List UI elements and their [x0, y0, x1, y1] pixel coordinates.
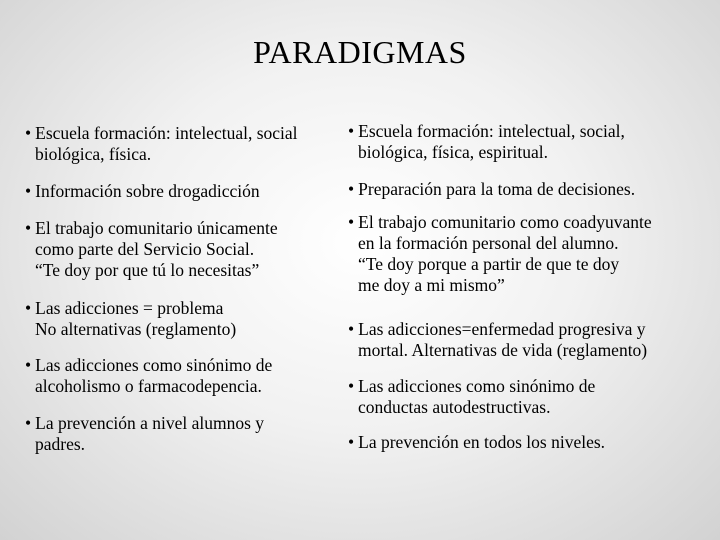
bullet-text: “Te doy porque a partir de que te doy	[358, 254, 620, 274]
bullet-icon: •	[348, 376, 355, 396]
right-bullet-item	[348, 212, 652, 296]
bullet-icon: •	[348, 319, 355, 339]
bullet-icon: •	[25, 181, 32, 201]
bullet-text: “Te doy por que tú lo necesitas”	[35, 260, 260, 280]
bullet-text-line	[25, 298, 236, 319]
bullet-text-line	[348, 376, 595, 397]
bullet-text-line	[25, 218, 278, 239]
bullet-text: La prevención a nivel alumnos y	[35, 413, 265, 433]
bullet-text: El trabajo comunitario como coadyuvante	[358, 212, 652, 232]
bullet-icon: •	[348, 121, 355, 141]
bullet-icon: •	[25, 413, 32, 433]
right-bullet-item	[348, 121, 625, 163]
bullet-icon: •	[25, 298, 32, 318]
bullet-text-line	[348, 319, 647, 340]
bullet-text-line	[348, 179, 635, 200]
bullet-icon: •	[25, 218, 32, 238]
bullet-text-line	[348, 121, 625, 142]
bullet-text: Escuela formación: intelectual, social,	[358, 121, 625, 141]
bullet-continuation-line	[348, 275, 652, 296]
bullet-text-line	[348, 432, 605, 453]
bullet-continuation-line	[25, 239, 278, 260]
bullet-text: Las adicciones como sinónimo de	[35, 355, 273, 375]
right-bullet-item	[348, 376, 595, 418]
bullet-text: Información sobre drogadicción	[35, 181, 260, 201]
bullet-text: me doy a mi mismo”	[358, 275, 505, 295]
bullet-icon: •	[348, 212, 355, 232]
bullet-text: La prevención en todos los niveles.	[358, 432, 606, 452]
bullet-text: Preparación para la toma de decisiones.	[358, 179, 636, 199]
bullet-text-line	[25, 413, 264, 434]
bullet-text: biológica, física, espiritual.	[358, 142, 549, 162]
bullet-text-line	[348, 212, 652, 233]
bullet-text: Escuela formación: intelectual, social	[35, 123, 298, 143]
bullet-text: biológica, física.	[35, 144, 152, 164]
bullet-text: padres.	[35, 434, 86, 454]
bullet-continuation-line	[348, 340, 647, 361]
left-bullet-item	[25, 413, 264, 455]
bullet-text: conductas autodestructivas.	[358, 397, 551, 417]
bullet-continuation-line	[25, 434, 264, 455]
bullet-icon: •	[25, 355, 32, 375]
left-bullet-item	[25, 123, 298, 165]
bullet-text: en la formación personal del alumno.	[358, 233, 619, 253]
bullet-text-line	[25, 181, 260, 202]
left-bullet-item	[25, 181, 260, 202]
bullet-text: alcoholismo o farmacodepencia.	[35, 376, 262, 396]
bullet-icon: •	[348, 432, 355, 452]
bullet-text: mortal. Alternativas de vida (reglamento)	[358, 340, 648, 360]
bullet-text: Las adicciones = problema	[35, 298, 224, 318]
bullet-text: como parte del Servicio Social.	[35, 239, 255, 259]
bullet-text-line	[25, 123, 298, 144]
bullet-icon: •	[348, 179, 355, 199]
left-bullet-item	[25, 218, 278, 281]
bullet-continuation-line	[25, 144, 298, 165]
slide-title: PARADIGMAS	[253, 34, 467, 70]
bullet-text: Las adicciones=enfermedad progresiva y	[358, 319, 646, 339]
bullet-continuation-line	[25, 319, 236, 340]
right-bullet-item	[348, 179, 635, 200]
bullet-continuation-line	[25, 376, 272, 397]
bullet-icon: •	[25, 123, 32, 143]
bullet-continuation-line	[348, 142, 625, 163]
bullet-continuation-line	[348, 397, 595, 418]
right-bullet-item	[348, 319, 647, 361]
bullet-text-line	[25, 355, 272, 376]
right-bullet-item	[348, 432, 605, 453]
bullet-text: Las adicciones como sinónimo de	[358, 376, 596, 396]
bullet-text: No alternativas (reglamento)	[35, 319, 237, 339]
left-bullet-item	[25, 355, 272, 397]
bullet-continuation-line	[25, 260, 278, 281]
bullet-continuation-line	[348, 233, 652, 254]
bullet-text: El trabajo comunitario únicamente	[35, 218, 278, 238]
left-bullet-item	[25, 298, 236, 340]
bullet-continuation-line	[348, 254, 652, 275]
